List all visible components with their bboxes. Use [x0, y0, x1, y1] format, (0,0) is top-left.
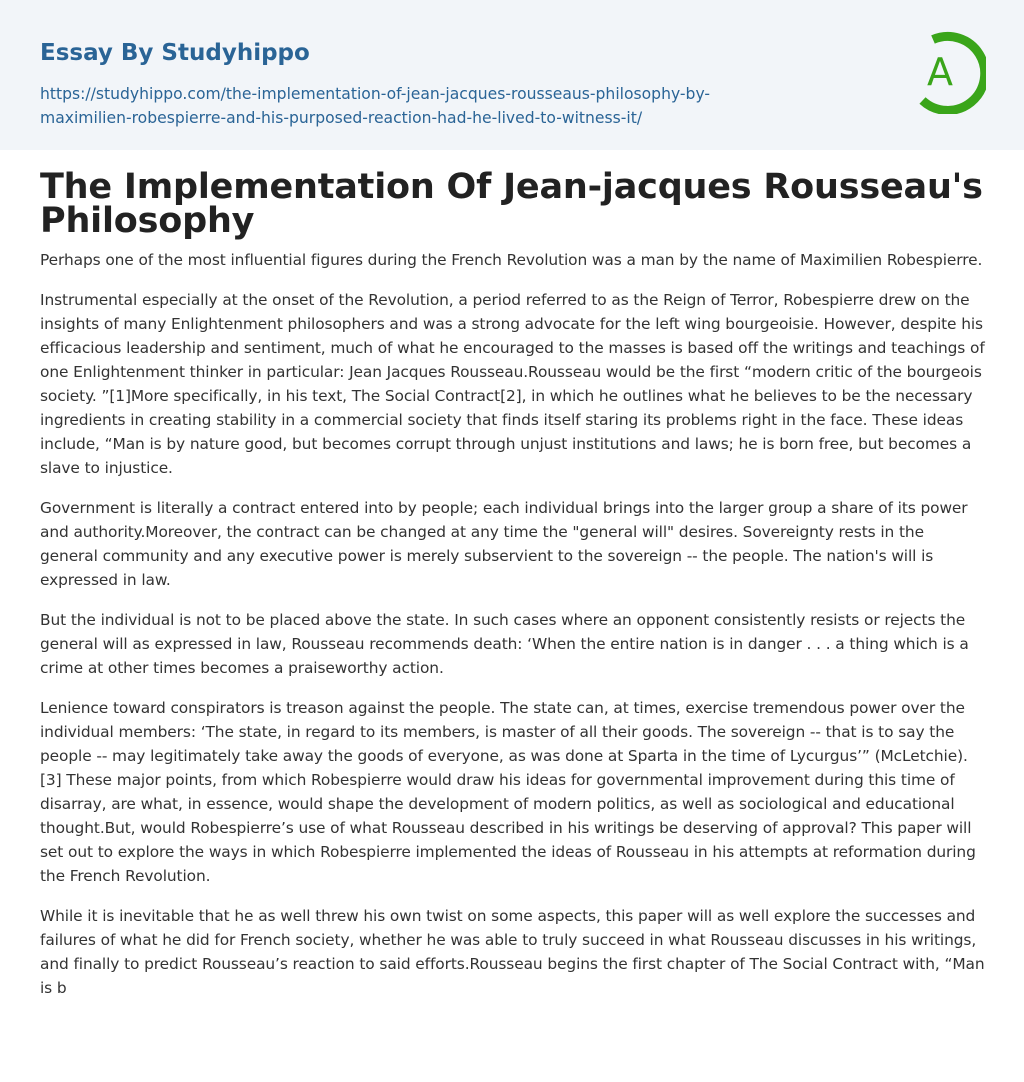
- logo-ring-icon: [912, 30, 986, 114]
- source-url-link[interactable]: [40, 82, 800, 130]
- page-header: [0, 0, 1024, 150]
- studyhippo-logo[interactable]: [912, 30, 986, 114]
- source-url-line-2[interactable]: maximilien-robespierre-and-his-purposed-reaction-had-he-lived-to-witness-it/: [40, 109, 643, 127]
- article-body: [40, 167, 986, 1000]
- paragraph-5: Lenience toward conspirators is treason against the people. The state can, at times, exercise tremendous power over the individual members: ‘The state, in regard to its members, is master of all their goods. The sovereign -- that is to say the people -- may legitimately take away the goods of everyone, as was done at Sparta in the time of Lycurgus’” (McLetchie). [3] These major points, from which Robespierre would draw his ideas for governmental improvement during this time of disarray, are what, in essence, would shape the development of modern politics, as well as sociological and educational thought.But, would Robespierre’s use of what Rousseau described in his writings be deserving of approval? This paper will set out to explore the ways in which Robespierre implemented the ideas of Rousseau in his attempts at reformation during the French Revolution.: [40, 699, 976, 885]
- paragraph-2: Instrumental especially at the onset of the Revolution, a period referred to as the Reign of Terror, Robespierre drew on the insights of many Enlightenment philosophers and was a strong advocate for the left wing bourgeoisie. However, despite his efficacious leadership and sentiment, much of what he encouraged to the masses is based off the writings and teachings of one Enlightenment thinker in particular: Jean Jacques Rousseau.Rousseau would be the first “modern critic of the bourgeois society. ”[1]More specifically, in his text, The Social Contract[2], in which he outlines what he believes to be the necessary ingredients in creating stability in a commercial society that finds itself staring its problems right in the face. These ideas include, “Man is by nature good, but becomes corrupt through unjust institutions and laws; he is born free, but becomes a slave to injustice.: [40, 291, 985, 477]
- paragraph-1: Perhaps one of the most influential figures during the French Revolution was a man by the name of Maximilien Robespierre.: [40, 251, 983, 269]
- paragraph-3: Government is literally a contract entered into by people; each individual brings into the larger group a share of its power and authority.Moreover, the contract can be changed at any time the "general will" desires. Sovereignty rests in the general community and any executive power is merely subservient to the sovereign -- the people. The nation's will is expressed in law.: [40, 499, 968, 589]
- paragraph-4: But the individual is not to be placed above the state. In such cases where an opponent consistently resists or rejects the general will as expressed in law, Rousseau recommends death: ‘When the entire nation is in danger . . . a thing which is a crime at other times becomes a praiseworthy action.: [40, 611, 969, 677]
- article-title: The Implementation Of Jean-jacques Rousseau's Philosophy: [40, 167, 983, 241]
- source-url-line-1[interactable]: https://studyhippo.com/the-implementation-of-jean-jacques-rousseaus-philosophy-by-: [40, 85, 711, 103]
- logo-letter: A: [927, 50, 953, 94]
- paragraph-6: While it is inevitable that he as well threw his own twist on some aspects, this paper will as well explore the successes and failures of what he did for French society, whether he was able to truly succeed in what Rousseau discusses in his writings, and finally to predict Rousseau’s reaction to said efforts.Rousseau begins the first chapter of The Social Contract with, “Man is b: [40, 907, 985, 997]
- brand-title[interactable]: Essay By Studyhippo: [40, 40, 310, 66]
